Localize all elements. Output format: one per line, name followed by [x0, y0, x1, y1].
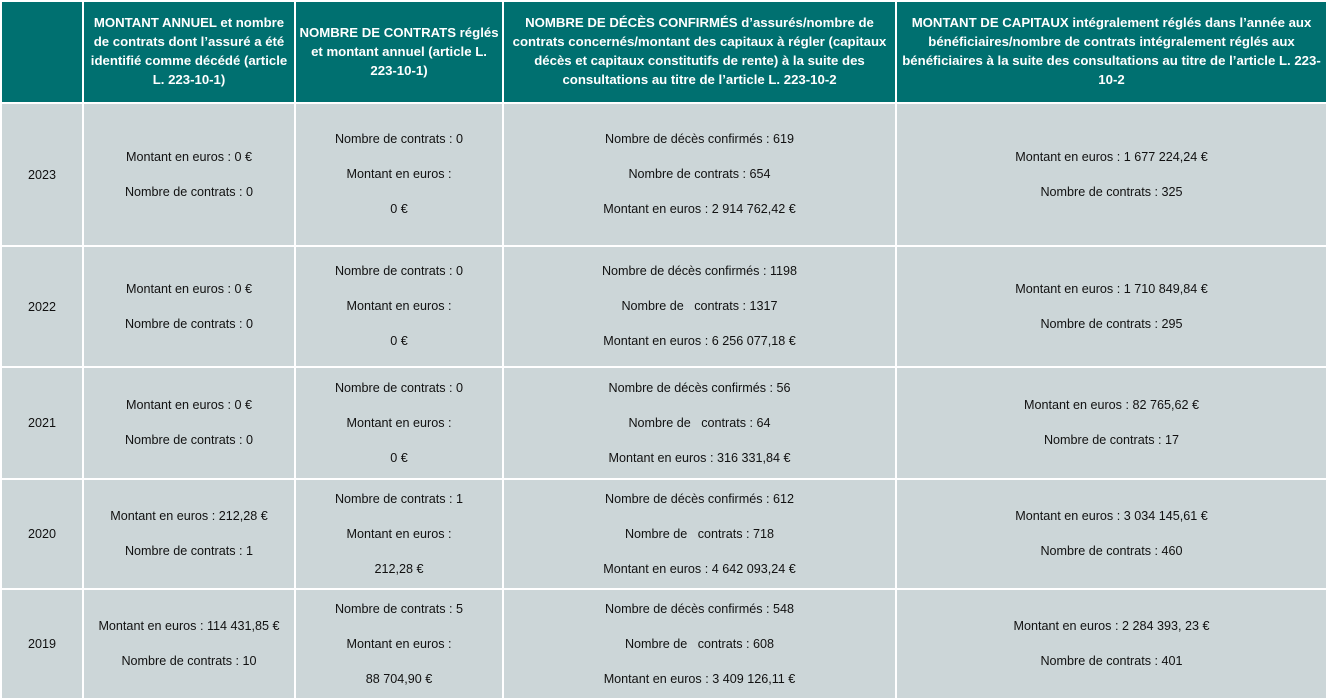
- cell-line: Nombre de contrats : 17: [1043, 433, 1180, 447]
- capitaux-regles-cell: [896, 246, 1326, 367]
- year-cell: 2022: [1, 246, 83, 367]
- cell-line: Montant en euros :: [346, 526, 452, 541]
- deces-confirmes-cell: [503, 103, 896, 246]
- cell-line: Nombre de contrats : 0: [124, 433, 254, 447]
- cell-line: Montant en euros : 0 €: [125, 281, 253, 296]
- montant-annuel-cell: [83, 103, 295, 246]
- cell-line: Nombre de décès confirmés : 619: [605, 132, 794, 146]
- year-cell: 2023: [1, 103, 83, 246]
- contrats-regles-cell: [295, 103, 503, 246]
- cell-line: Nombre de contrats : 654: [628, 167, 771, 181]
- cell-line: Nombre de contrats : 0: [124, 184, 254, 199]
- cell-line: Nombre de contrats : 325: [1040, 184, 1183, 199]
- cell-line: Montant en euros : 0 €: [125, 398, 253, 412]
- year-cell: 2020: [1, 479, 83, 589]
- contrats-regles-cell: [295, 479, 503, 589]
- cell-line: Nombre de contrats : 64: [628, 415, 771, 430]
- contrats-regles-cell: [295, 246, 503, 367]
- cell-line: Nombre de contrats : 0: [334, 380, 464, 395]
- cell-line: Nombre de contrats : 1: [124, 544, 254, 558]
- cell-line: Montant en euros : 3 409 126,11 €: [603, 671, 796, 686]
- cell-line: 0 €: [390, 334, 408, 348]
- cell-line: Montant en euros :: [346, 636, 452, 651]
- capitaux-regles-cell: [896, 589, 1326, 699]
- cell-line: 212,28 €: [374, 561, 424, 576]
- contrats-regles-cell: [295, 367, 503, 479]
- table-row: [1, 479, 1326, 589]
- capitaux-regles-cell: [896, 103, 1326, 246]
- header-deces-confirmes: NOMBRE DE DÉCÈS CONFIRMÉS d’assurés/nombre de contrats concernés/montant des capitaux à régler (capitaux décès et capitaux constitutifs de rente) à la suite des consultations au titre de l’article L. 223-10-2: [503, 1, 896, 103]
- cell-line: Nombre de contrats : 608: [624, 636, 775, 651]
- capitaux-regles-cell: [896, 367, 1326, 479]
- cell-line: Montant en euros : 3 034 145,61 €: [1015, 509, 1208, 523]
- header-nombre-contrats: NOMBRE DE CONTRATS réglés et montant annuel (article L. 223-10-1): [295, 1, 503, 103]
- header-montant-capitaux: MONTANT DE CAPITAUX intégralement réglés dans l’année aux bénéficiaires/nombre de contrats intégralement réglés aux bénéficiaires à la suite des consultations au titre de l’article L. 223-10-2: [896, 1, 1326, 103]
- contrats-regles-cell: [295, 589, 503, 699]
- cell-line: Nombre de contrats : 718: [624, 526, 775, 541]
- cell-line: Nombre de contrats : 0: [124, 316, 254, 331]
- cell-line: Montant en euros : 2 284 393, 23 €: [1013, 619, 1210, 633]
- capitaux-regles-cell: [896, 479, 1326, 589]
- cell-line: Montant en euros : 114 431,85 €: [98, 619, 280, 633]
- year-cell: 2021: [1, 367, 83, 479]
- table-row: [1, 246, 1326, 367]
- cell-line: Nombre de contrats : 0: [334, 264, 464, 278]
- cell-line: Montant en euros : 2 914 762,42 €: [603, 202, 796, 216]
- cell-line: Nombre de contrats : 401: [1040, 654, 1183, 668]
- header-row: [1, 1, 1326, 103]
- cell-line: 0 €: [390, 202, 408, 216]
- cell-line: Nombre de contrats : 1: [334, 491, 464, 506]
- cell-line: Montant en euros : 1 677 224,24 €: [1015, 149, 1208, 164]
- cell-line: Nombre de contrats : 295: [1040, 316, 1183, 331]
- cell-line: Montant en euros : 6 256 077,18 €: [603, 334, 796, 348]
- cell-line: Nombre de décès confirmés : 1198: [601, 264, 798, 278]
- cell-line: 0 €: [390, 450, 408, 465]
- deces-confirmes-cell: [503, 479, 896, 589]
- cell-line: Nombre de contrats : 5: [334, 601, 464, 616]
- montant-annuel-cell: [83, 367, 295, 479]
- cell-line: Nombre de décès confirmés : 548: [605, 601, 794, 616]
- cell-line: Nombre de décès confirmés : 612: [605, 491, 794, 506]
- cell-line: Montant en euros :: [346, 415, 452, 430]
- header-montant-annuel: MONTANT ANNUEL et nombre de contrats dont l’assuré a été identifié comme décédé (article L. 223-10-1): [83, 1, 295, 103]
- cell-line: Montant en euros : 212,28 €: [110, 509, 268, 523]
- deces-confirmes-cell: [503, 589, 896, 699]
- cell-line: Montant en euros : 4 642 093,24 €: [603, 561, 796, 576]
- deces-confirmes-cell: [503, 367, 896, 479]
- montant-annuel-cell: [83, 479, 295, 589]
- montant-annuel-cell: [83, 589, 295, 699]
- cell-line: Nombre de contrats : 10: [121, 654, 257, 668]
- cell-line: Montant en euros : 1 710 849,84 €: [1015, 281, 1208, 296]
- cell-line: Nombre de contrats : 460: [1040, 544, 1183, 558]
- deces-confirmes-cell: [503, 246, 896, 367]
- cell-line: Montant en euros :: [346, 299, 452, 313]
- year-cell: 2019: [1, 589, 83, 699]
- cell-line: Montant en euros : 316 331,84 €: [608, 450, 791, 465]
- cell-line: Montant en euros : 82 765,62 €: [1023, 398, 1200, 412]
- cell-line: Nombre de décès confirmés : 56: [608, 380, 791, 395]
- cell-line: Nombre de contrats : 1317: [621, 299, 778, 313]
- header-year: [1, 1, 83, 103]
- table-row: [1, 103, 1326, 246]
- cell-line: Nombre de contrats : 0: [334, 132, 464, 146]
- table-row: [1, 367, 1326, 479]
- cell-line: 88 704,90 €: [365, 671, 433, 686]
- cell-line: Montant en euros :: [346, 167, 452, 181]
- montant-annuel-cell: [83, 246, 295, 367]
- cell-line: Montant en euros : 0 €: [125, 149, 253, 164]
- table-row: [1, 589, 1326, 699]
